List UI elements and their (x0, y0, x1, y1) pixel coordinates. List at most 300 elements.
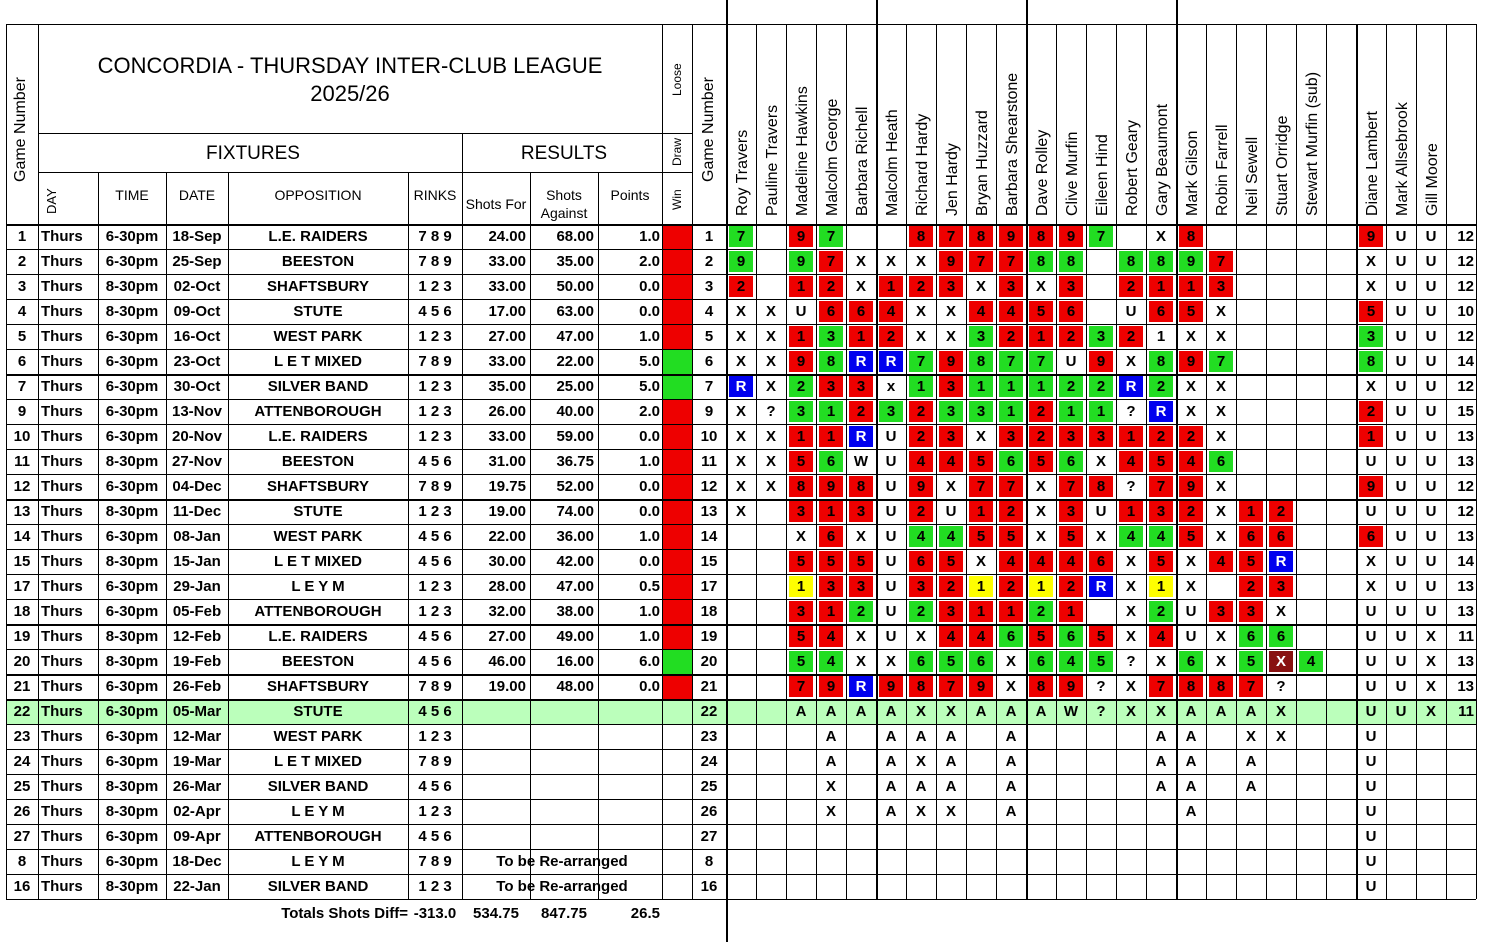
player-result-cell: 6 (1059, 451, 1083, 472)
player-result-cell: 3 (1059, 276, 1083, 297)
player-result-cell: 1 (1156, 328, 1166, 345)
player-result-cell: A (1185, 728, 1197, 745)
player-result-cell: 3 (1239, 601, 1263, 622)
player-result-cell: X (1185, 403, 1196, 420)
date-cell: 11-Dec (172, 503, 222, 520)
points-cell: 6.0 (639, 653, 660, 670)
player-result-cell: X (1125, 678, 1136, 695)
player-result-cell: A (945, 728, 957, 745)
player-result-cell: 6 (819, 526, 843, 547)
player-result-cell: X (1425, 628, 1436, 645)
player-result-cell: A (1245, 703, 1257, 720)
grid-line (228, 172, 229, 899)
player-result-cell: X (765, 478, 776, 495)
player-result-cell: X (765, 453, 776, 470)
player-result-cell: 5 (1029, 301, 1053, 322)
player-result-cell: 1 (1059, 601, 1083, 622)
player-result-cell: X (915, 328, 926, 345)
result-loss-mark (662, 574, 692, 599)
player-name-header: Pauline Travers (764, 104, 781, 216)
player-count-cell: 13 (1457, 578, 1474, 595)
shots-against-header: Shots Against (540, 187, 588, 221)
shots-against-cell: 40.00 (556, 403, 594, 420)
game-number-cell-2: 23 (700, 728, 718, 745)
player-result-cell: U (1395, 578, 1407, 595)
player-result-cell: 9 (1179, 476, 1203, 497)
points-cell (598, 824, 662, 849)
player-count-cell (1446, 749, 1476, 774)
shots-for-cell: 35.00 (488, 378, 526, 395)
player-count-cell: 15 (1457, 403, 1474, 420)
grid-line (6, 749, 1476, 750)
player-result-cell: 4 (909, 451, 933, 472)
date-cell: 22-Jan (173, 878, 221, 895)
time-cell: 6-30pm (105, 403, 159, 420)
player-result-cell: U (1395, 528, 1407, 545)
grid-line (662, 133, 692, 134)
player-result-cell: 1 (789, 576, 813, 597)
game-number-cell-2: 20 (700, 653, 718, 670)
player-result-cell: W (1063, 703, 1079, 720)
player-result-cell: X (1215, 303, 1226, 320)
player-result-cell: 7 (819, 226, 843, 247)
player-result-cell: U (1395, 503, 1407, 520)
game-number-cell: 19 (13, 628, 31, 645)
time-cell: 6-30pm (105, 753, 159, 770)
opposition-cell: BEESTON (281, 453, 355, 470)
player-result-cell: 1 (1089, 401, 1113, 422)
player-result-cell: X (915, 253, 926, 270)
player-result-cell: R (1119, 376, 1143, 397)
player-result-cell: U (885, 503, 897, 520)
game-number-cell: 8 (17, 853, 27, 870)
player-result-cell: 7 (999, 251, 1023, 272)
player-result-cell: U (1425, 403, 1437, 420)
player-result-cell: X (1275, 728, 1286, 745)
player-result-cell: 1 (1239, 501, 1263, 522)
player-result-cell: 9 (939, 251, 963, 272)
rinks-cell: 1 2 3 (418, 578, 452, 595)
player-count-cell (1446, 849, 1476, 874)
player-result-cell: A (915, 728, 927, 745)
opposition-cell: WEST PARK (273, 328, 363, 345)
player-result-cell: 2 (1029, 601, 1053, 622)
player-result-cell: ? (1126, 653, 1136, 670)
shots-for-cell: 19.75 (488, 478, 526, 495)
grid-line (6, 674, 1476, 676)
date-cell: 13-Nov (171, 403, 223, 420)
time-cell: 6-30pm (105, 703, 159, 720)
player-result-cell: 1 (969, 376, 993, 397)
player-result-cell: X (945, 303, 956, 320)
date-cell: 02-Apr (173, 803, 221, 820)
time-cell: 8-30pm (105, 553, 159, 570)
day-cell: Thurs (41, 578, 83, 595)
shots-for-cell: 33.00 (488, 353, 526, 370)
sheet-title: CONCORDIA - THURSDAY INTER-CLUB LEAGUE (97, 53, 603, 78)
player-count-cell: 14 (1457, 353, 1474, 370)
date-cell: 29-Jan (173, 578, 221, 595)
shots-for-cell: 46.00 (488, 653, 526, 670)
game-number-cell-2: 16 (700, 878, 718, 895)
date-cell: 16-Oct (173, 328, 221, 345)
player-count-cell (1446, 799, 1476, 824)
player-result-cell: 2 (1059, 326, 1083, 347)
player-result-cell: 2 (819, 276, 843, 297)
player-result-cell: A (975, 703, 987, 720)
date-cell: 05-Mar (172, 703, 222, 720)
opposition-cell: L E T MIXED (273, 353, 363, 370)
day-cell: Thurs (41, 528, 83, 545)
result-loss-mark (662, 224, 692, 249)
grid-line (1476, 24, 1477, 899)
player-result-cell: 4 (1119, 526, 1143, 547)
opposition-cell: SILVER BAND (267, 378, 369, 395)
grid-line (6, 774, 1476, 775)
player-result-cell: 9 (1059, 676, 1083, 697)
player-result-cell: 2 (1059, 576, 1083, 597)
player-result-cell: X (1095, 453, 1106, 470)
player-name-header: Mark Allsebrook (1394, 102, 1411, 216)
player-result-cell: 2 (1089, 376, 1113, 397)
rinks-cell: 1 2 3 (418, 503, 452, 520)
grid-line (662, 24, 663, 899)
player-result-cell: U (1425, 228, 1437, 245)
player-result-cell: R (879, 351, 903, 372)
opposition-cell: L.E. RAIDERS (268, 228, 368, 245)
player-name-header: Clive Murfin (1064, 131, 1081, 216)
player-result-cell: R (729, 376, 753, 397)
player-result-cell: A (1005, 728, 1017, 745)
player-result-cell: 5 (1089, 651, 1113, 672)
player-name-header: Roy Travers (734, 129, 751, 216)
grid-line (6, 274, 1476, 275)
result-loss-mark (662, 674, 692, 699)
player-result-cell: U (1395, 253, 1407, 270)
player-result-cell: X (1365, 578, 1376, 595)
player-result-cell: 1 (969, 501, 993, 522)
player-result-cell: U (1425, 378, 1437, 395)
player-result-cell: 7 (1029, 351, 1053, 372)
player-name-header: Jen Hardy (944, 143, 961, 216)
player-result-cell: 4 (819, 626, 843, 647)
player-result-cell: U (1365, 853, 1377, 870)
player-result-cell: 1 (789, 326, 813, 347)
game-number-cell-2: 19 (700, 628, 718, 645)
player-result-cell: ? (1096, 703, 1106, 720)
player-result-cell: 7 (969, 251, 993, 272)
grid-line (6, 499, 1476, 501)
opposition-cell: L.E. RAIDERS (268, 428, 368, 445)
points-cell: 1.0 (639, 628, 660, 645)
player-result-cell: 2 (1149, 376, 1173, 397)
game-number-cell-2: 25 (700, 778, 718, 795)
draw-header: Draw (670, 137, 684, 166)
shots-against-cell: 36.00 (556, 528, 594, 545)
game-number-cell: 7 (17, 378, 27, 395)
fixtures-heading: FIXTURES (206, 143, 300, 164)
player-result-cell: 5 (1029, 626, 1053, 647)
result-loss-mark (662, 474, 692, 499)
opposition-cell: BEESTON (281, 653, 355, 670)
player-result-cell: X (1215, 503, 1226, 520)
player-result-cell: 1 (1029, 576, 1053, 597)
player-result-cell: X (855, 278, 866, 295)
shots-for-cell: 32.00 (488, 603, 526, 620)
player-result-cell: 7 (1149, 476, 1173, 497)
player-result-cell: 9 (1059, 226, 1083, 247)
game-number-cell: 18 (13, 603, 31, 620)
player-result-cell: 9 (819, 676, 843, 697)
player-result-cell: X (1035, 503, 1046, 520)
player-result-cell: A (915, 778, 927, 795)
player-count-cell: 13 (1457, 453, 1474, 470)
opposition-cell: SILVER BAND (267, 778, 369, 795)
player-count-cell (1446, 874, 1476, 899)
player-result-cell: X (735, 328, 746, 345)
time-cell: 8-30pm (105, 303, 159, 320)
game-number-cell-2: 12 (700, 478, 718, 495)
result-loss-mark (662, 599, 692, 624)
player-result-cell: 4 (999, 551, 1023, 572)
player-result-cell: 1 (1359, 426, 1383, 447)
player-result-cell: 8 (1089, 476, 1113, 497)
game-number-cell-2: 6 (704, 353, 714, 370)
day-cell: Thurs (41, 303, 83, 320)
player-result-cell: 6 (1269, 526, 1293, 547)
player-result-cell: X (1215, 628, 1226, 645)
player-result-cell: X (1035, 528, 1046, 545)
rinks-cell: 1 2 3 (418, 603, 452, 620)
player-result-cell: 4 (939, 626, 963, 647)
player-result-cell: X (915, 753, 926, 770)
player-result-cell: X (825, 803, 836, 820)
shots-for-cell: 24.00 (488, 228, 526, 245)
player-result-cell: X (855, 528, 866, 545)
player-count-cell: 13 (1457, 603, 1474, 620)
player-count-cell: 11 (1458, 628, 1474, 645)
player-result-cell: 3 (819, 326, 843, 347)
player-result-cell: 8 (969, 226, 993, 247)
date-cell: 19-Mar (172, 753, 222, 770)
player-result-cell: 9 (1359, 476, 1383, 497)
player-result-cell: 6 (1359, 526, 1383, 547)
player-name-header: Robert Geary (1124, 119, 1141, 216)
game-number-cell: 10 (13, 428, 31, 445)
player-result-cell: 9 (879, 676, 903, 697)
player-result-cell: 6 (999, 451, 1023, 472)
grid-line (1416, 24, 1417, 899)
player-count-cell: 12 (1457, 278, 1474, 295)
shots-for-cell (462, 824, 530, 849)
player-result-cell: X (1215, 528, 1226, 545)
shots-against-cell: 63.00 (556, 303, 594, 320)
player-result-cell: 3 (879, 401, 903, 422)
game-number-cell-2: 1 (704, 228, 714, 245)
points-cell (598, 774, 662, 799)
player-result-cell: 2 (909, 601, 933, 622)
points-cell: 1.0 (639, 328, 660, 345)
player-result-cell: 3 (1089, 326, 1113, 347)
time-cell: 6-30pm (105, 853, 159, 870)
player-result-cell: 8 (789, 476, 813, 497)
grid-line (996, 24, 997, 899)
player-count-cell: 12 (1457, 328, 1474, 345)
grid-line (6, 299, 1476, 300)
time-header: TIME (115, 187, 149, 203)
player-name-header: Barbara Richell (854, 106, 871, 216)
date-cell: 27-Nov (171, 453, 223, 470)
player-result-cell: 2 (999, 326, 1023, 347)
game-number-cell: 21 (13, 678, 31, 695)
player-result-cell: X (1035, 278, 1046, 295)
opposition-cell: ATTENBOROUGH (254, 403, 382, 420)
game-number-cell: 24 (13, 753, 31, 770)
points-cell (598, 724, 662, 749)
player-result-cell: A (1005, 703, 1017, 720)
player-result-cell: 6 (1269, 626, 1293, 647)
totals-shots-for: 534.75 (473, 905, 519, 922)
player-result-cell: 5 (1179, 526, 1203, 547)
player-result-cell: U (1365, 628, 1377, 645)
player-result-cell: X (735, 428, 746, 445)
player-result-cell: U (1395, 278, 1407, 295)
player-result-cell: R (849, 351, 873, 372)
player-result-cell: 5 (1149, 451, 1173, 472)
player-result-cell: 6 (1239, 626, 1263, 647)
player-result-cell: X (735, 503, 746, 520)
player-result-cell: X (975, 428, 986, 445)
game-number-cell-2: 14 (700, 528, 718, 545)
player-name-header: Diane Lambert (1364, 111, 1381, 216)
grid-line (1056, 24, 1057, 899)
grid-line (846, 24, 847, 899)
shots-against-cell: 42.00 (556, 553, 594, 570)
player-result-cell: 5 (969, 451, 993, 472)
player-result-cell: 5 (789, 551, 813, 572)
player-result-cell: 5 (1059, 526, 1083, 547)
player-name-header: Stewart Murfin (sub) (1304, 71, 1321, 216)
day-cell: Thurs (41, 678, 83, 695)
player-result-cell: U (1365, 753, 1377, 770)
opposition-cell: SILVER BAND (267, 878, 369, 895)
player-result-cell: 4 (1059, 551, 1083, 572)
player-result-cell: 2 (1179, 426, 1203, 447)
player-result-cell: X (975, 278, 986, 295)
player-result-cell: X (735, 403, 746, 420)
player-result-cell: U (1425, 253, 1437, 270)
player-result-cell: X (765, 378, 776, 395)
rinks-cell: 7 8 9 (418, 228, 452, 245)
player-name-header: Mark Gilson (1184, 130, 1201, 216)
grid-line (6, 599, 1476, 600)
player-result-cell: X (1185, 328, 1196, 345)
player-result-cell: 1 (999, 376, 1023, 397)
shots-against-cell: 47.00 (556, 578, 594, 595)
player-count-cell: 13 (1457, 528, 1474, 545)
player-result-cell: X (1215, 403, 1226, 420)
player-result-cell: 2 (849, 401, 873, 422)
player-result-cell: X (1269, 651, 1293, 672)
player-result-cell: 3 (1059, 501, 1083, 522)
player-result-cell: A (825, 703, 837, 720)
day-cell: Thurs (41, 428, 83, 445)
game-number-cell-2: 5 (704, 328, 714, 345)
player-result-cell: X (975, 553, 986, 570)
player-result-cell: 6 (999, 626, 1023, 647)
player-result-cell: X (1185, 378, 1196, 395)
player-result-cell: R (849, 676, 873, 697)
rinks-cell: 4 5 6 (418, 303, 452, 320)
points-cell: 0.0 (639, 428, 660, 445)
player-result-cell: X (915, 303, 926, 320)
date-cell: 18-Dec (172, 853, 222, 870)
player-result-cell: 9 (1179, 251, 1203, 272)
player-result-cell: 4 (879, 301, 903, 322)
player-result-cell: A (885, 728, 897, 745)
player-result-cell: 4 (969, 626, 993, 647)
player-result-cell: X (1095, 528, 1106, 545)
player-result-cell: X (1215, 653, 1226, 670)
grid-line (6, 474, 1476, 475)
player-result-cell: X (795, 528, 806, 545)
player-count-cell: 14 (1457, 553, 1474, 570)
player-result-cell: 8 (819, 351, 843, 372)
grid-line (6, 849, 1476, 850)
player-result-cell: 7 (1239, 676, 1263, 697)
day-cell: Thurs (41, 328, 83, 345)
day-cell: Thurs (41, 478, 83, 495)
grid-line (6, 324, 1476, 325)
player-result-cell: U (1185, 628, 1197, 645)
player-result-cell: X (735, 453, 746, 470)
player-result-cell: 2 (909, 426, 933, 447)
player-result-cell: 2 (1029, 401, 1053, 422)
date-cell: 05-Feb (172, 603, 222, 620)
player-result-cell: 6 (1089, 551, 1113, 572)
player-result-cell: 1 (1179, 276, 1203, 297)
player-result-cell: U (1425, 278, 1437, 295)
rinks-cell: 4 5 6 (418, 453, 452, 470)
time-cell: 8-30pm (105, 778, 159, 795)
player-count-cell: 12 (1457, 228, 1474, 245)
player-result-cell: 7 (1089, 226, 1113, 247)
player-result-cell: 2 (1059, 376, 1083, 397)
rinks-cell: 4 5 6 (418, 703, 452, 720)
player-result-cell: 7 (999, 351, 1023, 372)
grid-line (726, 0, 728, 942)
player-result-cell: 3 (939, 601, 963, 622)
player-result-cell: X (1425, 678, 1436, 695)
player-result-cell: 8 (1029, 676, 1053, 697)
player-result-cell: U (1395, 453, 1407, 470)
player-result-cell: X (1365, 553, 1376, 570)
time-cell: 8-30pm (105, 453, 159, 470)
player-result-cell: 6 (1059, 301, 1083, 322)
player-result-cell: U (1365, 778, 1377, 795)
player-result-cell: 3 (999, 276, 1023, 297)
player-result-cell: R (1269, 551, 1293, 572)
grid-line (1026, 0, 1028, 899)
date-cell: 15-Jan (173, 553, 221, 570)
shots-against-cell: 35.00 (556, 253, 594, 270)
shots-for-cell: 27.00 (488, 628, 526, 645)
player-result-cell: 9 (1359, 226, 1383, 247)
grid-line (6, 524, 1476, 525)
day-cell: Thurs (41, 628, 83, 645)
shots-for-cell: 19.00 (488, 503, 526, 520)
rinks-cell: 1 2 3 (418, 803, 452, 820)
